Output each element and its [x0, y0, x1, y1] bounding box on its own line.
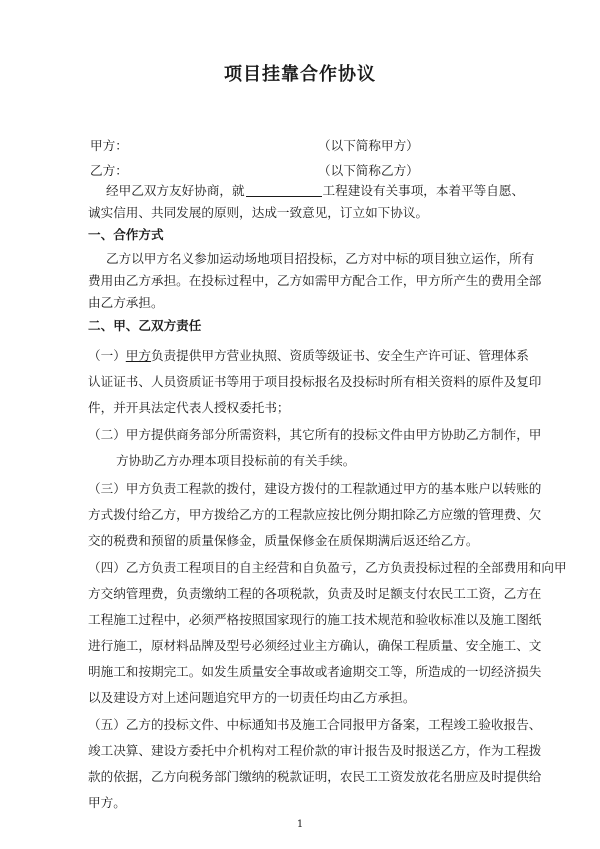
item-3-line-2: 方式拨付给乙方，甲方拨给乙方的工程款应按比例分期扣除乙方应缴的管理费、欠 — [88, 507, 542, 522]
section-1-line: 费用由乙方承担。在投标过程中，乙方如需甲方配合工作，甲方所产生的费用全部 — [88, 273, 542, 288]
party-a-label: 甲方： — [90, 138, 128, 153]
item-3-line-3: 交的税费和预留的质量保修金，质量保修金在质保期满后返还给乙方。 — [88, 533, 479, 548]
section-1-heading: 一、合作方式 — [88, 227, 164, 242]
item-4-line-2: 方交纳管理费，负责缴纳工程的各项税款，负责及时足额支付农民工工资，乙方在 — [88, 586, 542, 601]
item-1-text: 负责提供甲方营业执照、资质等级证书、安全生产许可证、管理体系 — [150, 348, 529, 363]
item-5-line-3: 款的依据，乙方向税务部门缴纳的税款证明，农民工工资发放花名册应及时提供给 — [88, 769, 542, 784]
item-5-line-2: 竣工决算、建设方委托中介机构对工程价款的审计报告及时报送乙方，作为工程拨 — [88, 743, 542, 758]
item-4-line-6: 以及建设方对上述问题追究甲方的一切责任均由乙方承担。 — [88, 690, 416, 705]
section-2-heading: 二、甲、乙双方责任 — [88, 318, 202, 333]
party-b-note: （以下简称乙方） — [318, 163, 419, 178]
item-4-line-3: 工程施工过程中，必须严格按照国家现行的施工技术规范和验收标准以及施工图纸 — [88, 612, 542, 627]
item-4-line-5: 明施工和按期完工。如发生质量安全事故或者逾期交工等，所造成的一切经济损失 — [88, 664, 542, 679]
item-1-line-3: 件，并开具法定代表人授权委托书； — [88, 400, 290, 415]
intro-line-2: 诚实信用、共同发展的原则，达成一致意见，订立如下协议。 — [88, 205, 429, 220]
item-1-prefix: （一） — [88, 348, 126, 363]
item-1-underlined-party: 甲方 — [125, 348, 151, 363]
item-1-line-1 — [88, 347, 529, 365]
document-title: 项目挂靠合作协议 — [224, 64, 376, 85]
item-3-line-1: （三）甲方负责工程款的拨付，建设方拨付的工程款通过甲方的基本账户以转账的 — [88, 481, 542, 496]
page-number: 1 — [296, 819, 304, 830]
item-2-line-2: 方协助乙方办理本项目投标前的有关手续。 — [116, 453, 356, 468]
intro-text-a: 经甲乙双方友好协商，就 — [106, 183, 245, 198]
item-5-line-1: （五）乙方的投标文件、中标通知书及施工合同报甲方备案，工程竣工验收报告、 — [88, 717, 542, 732]
item-2-line-1: （二）甲方提供商务部分所需资料，其它所有的投标文件由甲方协助乙方制作，甲 — [88, 427, 542, 442]
item-1-line-2: 认证证书、人员资质证书等用于项目投标报名及投标时所有相关资料的原件及复印 — [88, 374, 542, 389]
party-a-note: （以下简称甲方） — [318, 138, 419, 153]
item-4-line-1: （四）乙方负责工程项目的自主经营和自负盈亏，乙方负责投标过程的全部费用和向甲 — [88, 560, 567, 575]
item-4-line-4: 进行施工，原材料品牌及型号必须经过业主方确认，确保工程质量、安全施工、文 — [88, 638, 542, 653]
section-1-line: 乙方以甲方名义参加运动场地项目招投标，乙方对中标的项目独立运作，所有 — [106, 251, 535, 266]
project-name-blank — [246, 183, 322, 197]
intro-line-1 — [106, 182, 524, 200]
item-5-line-4: 甲方。 — [88, 795, 126, 810]
section-1-line: 由乙方承担。 — [88, 295, 164, 310]
party-b-label: 乙方： — [90, 163, 128, 178]
intro-text-b: 工程建设有关事项，本着平等自愿、 — [322, 183, 525, 198]
